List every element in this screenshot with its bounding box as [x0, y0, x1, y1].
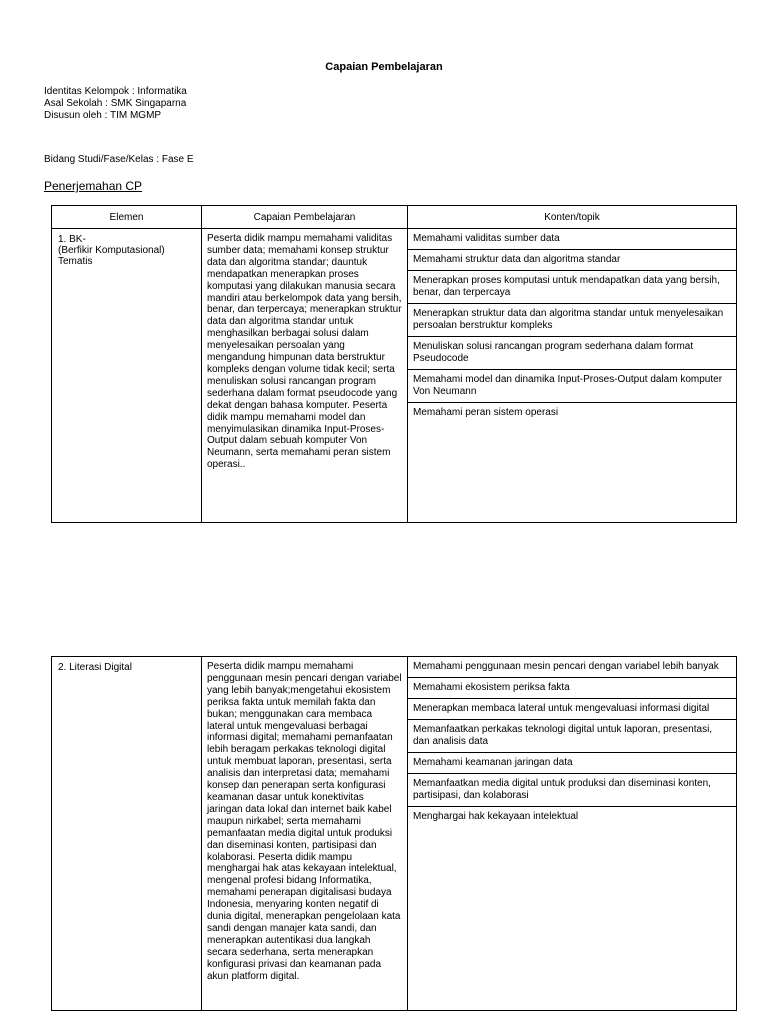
document-meta — [44, 86, 187, 122]
header-konten: Konten/topik — [408, 206, 737, 229]
topic-item: Memahami keamanan jaringan data — [408, 753, 736, 774]
topic-item: Memahami penggunaan mesin pencari dengan variabel lebih banyak — [408, 657, 736, 678]
topic-item: Memahami validitas sumber data — [408, 229, 736, 250]
cp-table-2 — [51, 656, 737, 1011]
topic-item: Menerapkan membaca lateral untuk mengevaluasi informasi digital — [408, 699, 736, 720]
topic-item: Memahami ekosistem periksa fakta — [408, 678, 736, 699]
elemen-cell — [52, 229, 202, 523]
topics-cell — [408, 657, 737, 1011]
topic-item: Memanfaatkan media digital untuk produksi dan diseminasi konten, partisipasi, dan kolaborasi — [408, 774, 736, 807]
topic-item: Menerapkan proses komputasi untuk mendapatkan data yang bersih, benar, dan terpercaya — [408, 271, 736, 304]
cp-table-1 — [51, 205, 737, 523]
topics-cell — [408, 229, 737, 523]
identitas-kelompok: Identitas Kelompok : Informatika — [44, 86, 187, 97]
table-row — [52, 657, 737, 1011]
topic-item: Memahami struktur data dan algoritma standar — [408, 250, 736, 271]
topic-item: Memanfaatkan perkakas teknologi digital untuk laporan, presentasi, dan analisis data — [408, 720, 736, 753]
topic-item: Memahami model dan dinamika Input-Proses-Output dalam komputer Von Neumann — [408, 370, 736, 403]
table-header-row — [52, 206, 737, 229]
asal-sekolah: Asal Sekolah : SMK Singaparna — [44, 98, 187, 109]
header-elemen: Elemen — [52, 206, 202, 229]
topic-item: Menuliskan solusi rancangan program sederhana dalam format Pseudocode — [408, 337, 736, 370]
capaian-cell: Peserta didik mampu memahami penggunaan mesin pencari dengan variabel yang lebih banyak;mengetahui ekosistem periksa fakta untuk memilah fakta dan bukan; menggunakan cara membaca lateral untuk mengevaluasi berbagai informasi digital; memahami pemanfaatan lebih beragam perkakas teknologi digital untuk membuat laporan, presentasi, serta analisis dan interpretasi data; memahami konsep dan penerapan serta konfigurasi keamanan dasar untuk konektivitas jaringan data lokal dan internet baik kabel maupun nirkabel; serta memahami pemanfaatan media digital untuk produksi dan diseminasi konten, partisipasi dan kolaborasi. Peserta didik mampu menghargai hak atas kekayaan intelektual, mengenal profesi bidang Informatika, memahami penerapan digitalisasi budaya Indonesia, menyaring konten negatif di dunia digital, menerapkan pengelolaan kata sandi dengan manajer kata sandi, dan menerapkan autentikasi dua langkah secara sederhana, serta menerapkan konfigurasi privasi dan keamanan pada akun platform digital. — [202, 657, 408, 1011]
elemen-line: Tematis — [58, 256, 93, 267]
disusun-oleh: Disusun oleh : TIM MGMP — [44, 110, 162, 121]
bidang-studi: Bidang Studi/Fase/Kelas : Fase E — [44, 154, 194, 165]
elemen-cell — [52, 657, 202, 1011]
section-title: Penerjemahan CP — [44, 179, 143, 193]
header-capaian: Capaian Pembelajaran — [202, 206, 408, 229]
table-row — [52, 229, 737, 523]
topic-item: Memahami peran sistem operasi — [413, 407, 559, 418]
elemen-line: 2. Literasi Digital — [58, 662, 132, 673]
topic-item: Menghargai hak kekayaan intelektual — [413, 811, 579, 822]
capaian-cell: Peserta didik mampu memahami validitas sumber data; memahami konsep struktur data dan algoritma standar; dauntuk mendapatkan menerapkan proses komputasi yang dilakukan manusia secara mandiri atau berkelompok data yang bersih, benar, dan terpercaya; menerapkan struktur data dan algoritma standar untuk menghasilkan berbagai solusi dalam menyelesaikan persoalan yang mengandung himpunan data berstruktur kompleks dengan volume tidak kecil; serta menuliskan solusi rancangan program sederhana dalam format pseudocode yang dekat dengan bahasa komputer. Peserta didik mampu memahami model dan menyimulasikan dinamika Input-Proses-Output dalam sebuah komputer Von Neumann, serta memahami peran sistem operasi.. — [202, 229, 408, 523]
topic-item: Menerapkan struktur data dan algoritma standar untuk menyelesaikan persoalan berstruktur kompleks — [408, 304, 736, 337]
elemen-line: 1. BK- — [58, 234, 86, 245]
page-title: Capaian Pembelajaran — [325, 61, 443, 73]
elemen-line: (Berfikir Komputasional) — [58, 245, 165, 256]
